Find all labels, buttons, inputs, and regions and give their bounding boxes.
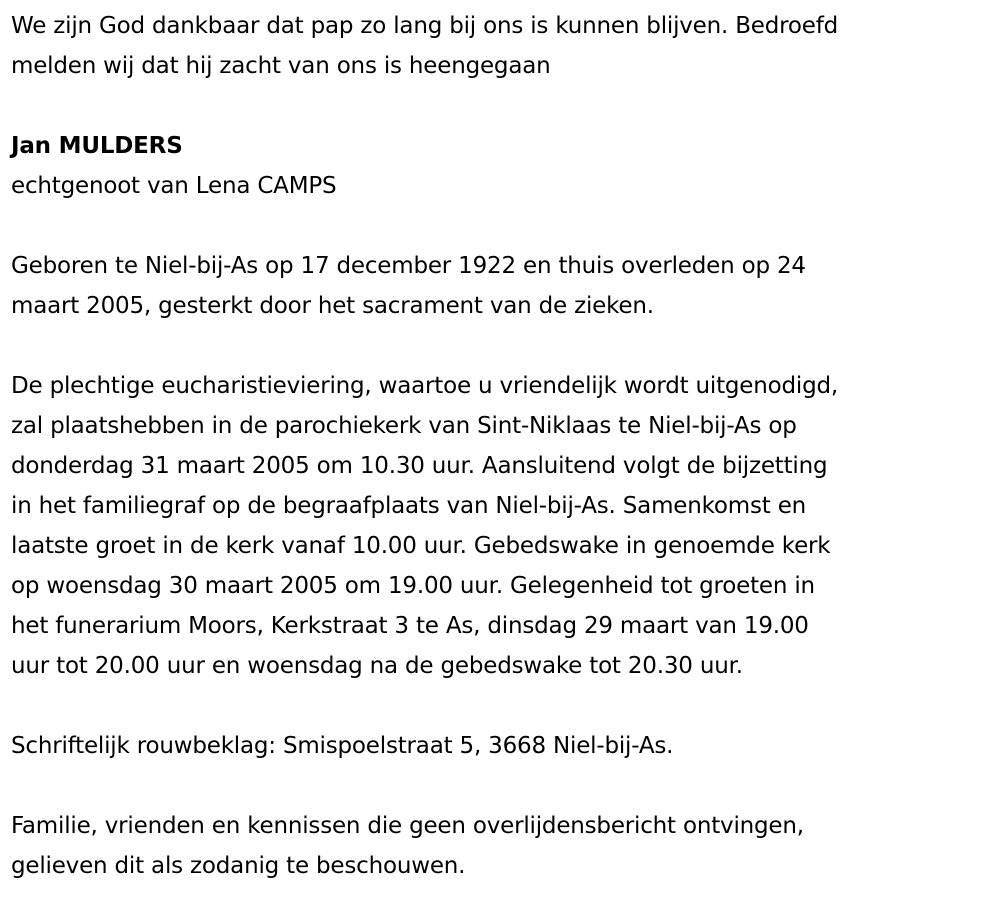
paragraph-spacer [11,686,996,726]
condolence-line: Schriftelijk rouwbeklag: Smispoelstraat 5, 3668 Niel-bij-As. [11,733,674,759]
spouse-line: echtgenoot van Lena CAMPS [11,173,337,199]
ceremony-line: uur tot 20.00 uur en woensdag na de gebedswake tot 20.30 uur. [11,653,743,679]
paragraph-spacer [11,326,996,366]
deceased-block [11,126,996,206]
ceremony-line: donderdag 31 maart 2005 om 10.30 uur. Aansluitend volgt de bijzetting [11,453,828,479]
intro-paragraph [11,6,996,86]
ceremony-line: in het familiegraf op de begraafplaats van Niel-bij-As. Samenkomst en [11,493,807,519]
obituary-notice [11,6,996,886]
birth-line: maart 2005, gesterkt door het sacrament van de zieken. [11,293,654,319]
closing-line: Familie, vrienden en kennissen die geen overlijdensbericht ontvingen, [11,813,804,839]
closing-paragraph [11,806,996,886]
ceremony-line: op woensdag 30 maart 2005 om 19.00 uur. Gelegenheid tot groeten in [11,573,815,599]
closing-line: gelieven dit als zodanig te beschouwen. [11,853,466,879]
birth-line: Geboren te Niel-bij-As op 17 december 1922 en thuis overleden op 24 [11,253,806,279]
paragraph-spacer [11,206,996,246]
ceremony-line: zal plaatshebben in de parochiekerk van Sint-Niklaas te Niel-bij-As op [11,413,797,439]
birth-death-paragraph [11,246,996,326]
ceremony-paragraph [11,366,996,686]
deceased-name: Jan MULDERS [11,133,183,159]
paragraph-spacer [11,86,996,126]
ceremony-line: laatste groet in de kerk vanaf 10.00 uur. Gebedswake in genoemde kerk [11,533,831,559]
ceremony-line: het funerarium Moors, Kerkstraat 3 te As, dinsdag 29 maart van 19.00 [11,613,809,639]
paragraph-spacer [11,766,996,806]
intro-line: We zijn God dankbaar dat pap zo lang bij ons is kunnen blijven. Bedroefd [11,13,839,39]
condolence-paragraph [11,726,996,766]
ceremony-line: De plechtige eucharistieviering, waartoe u vriendelijk wordt uitgenodigd, [11,373,839,399]
intro-line: melden wij dat hij zacht van ons is heengegaan [11,53,551,79]
